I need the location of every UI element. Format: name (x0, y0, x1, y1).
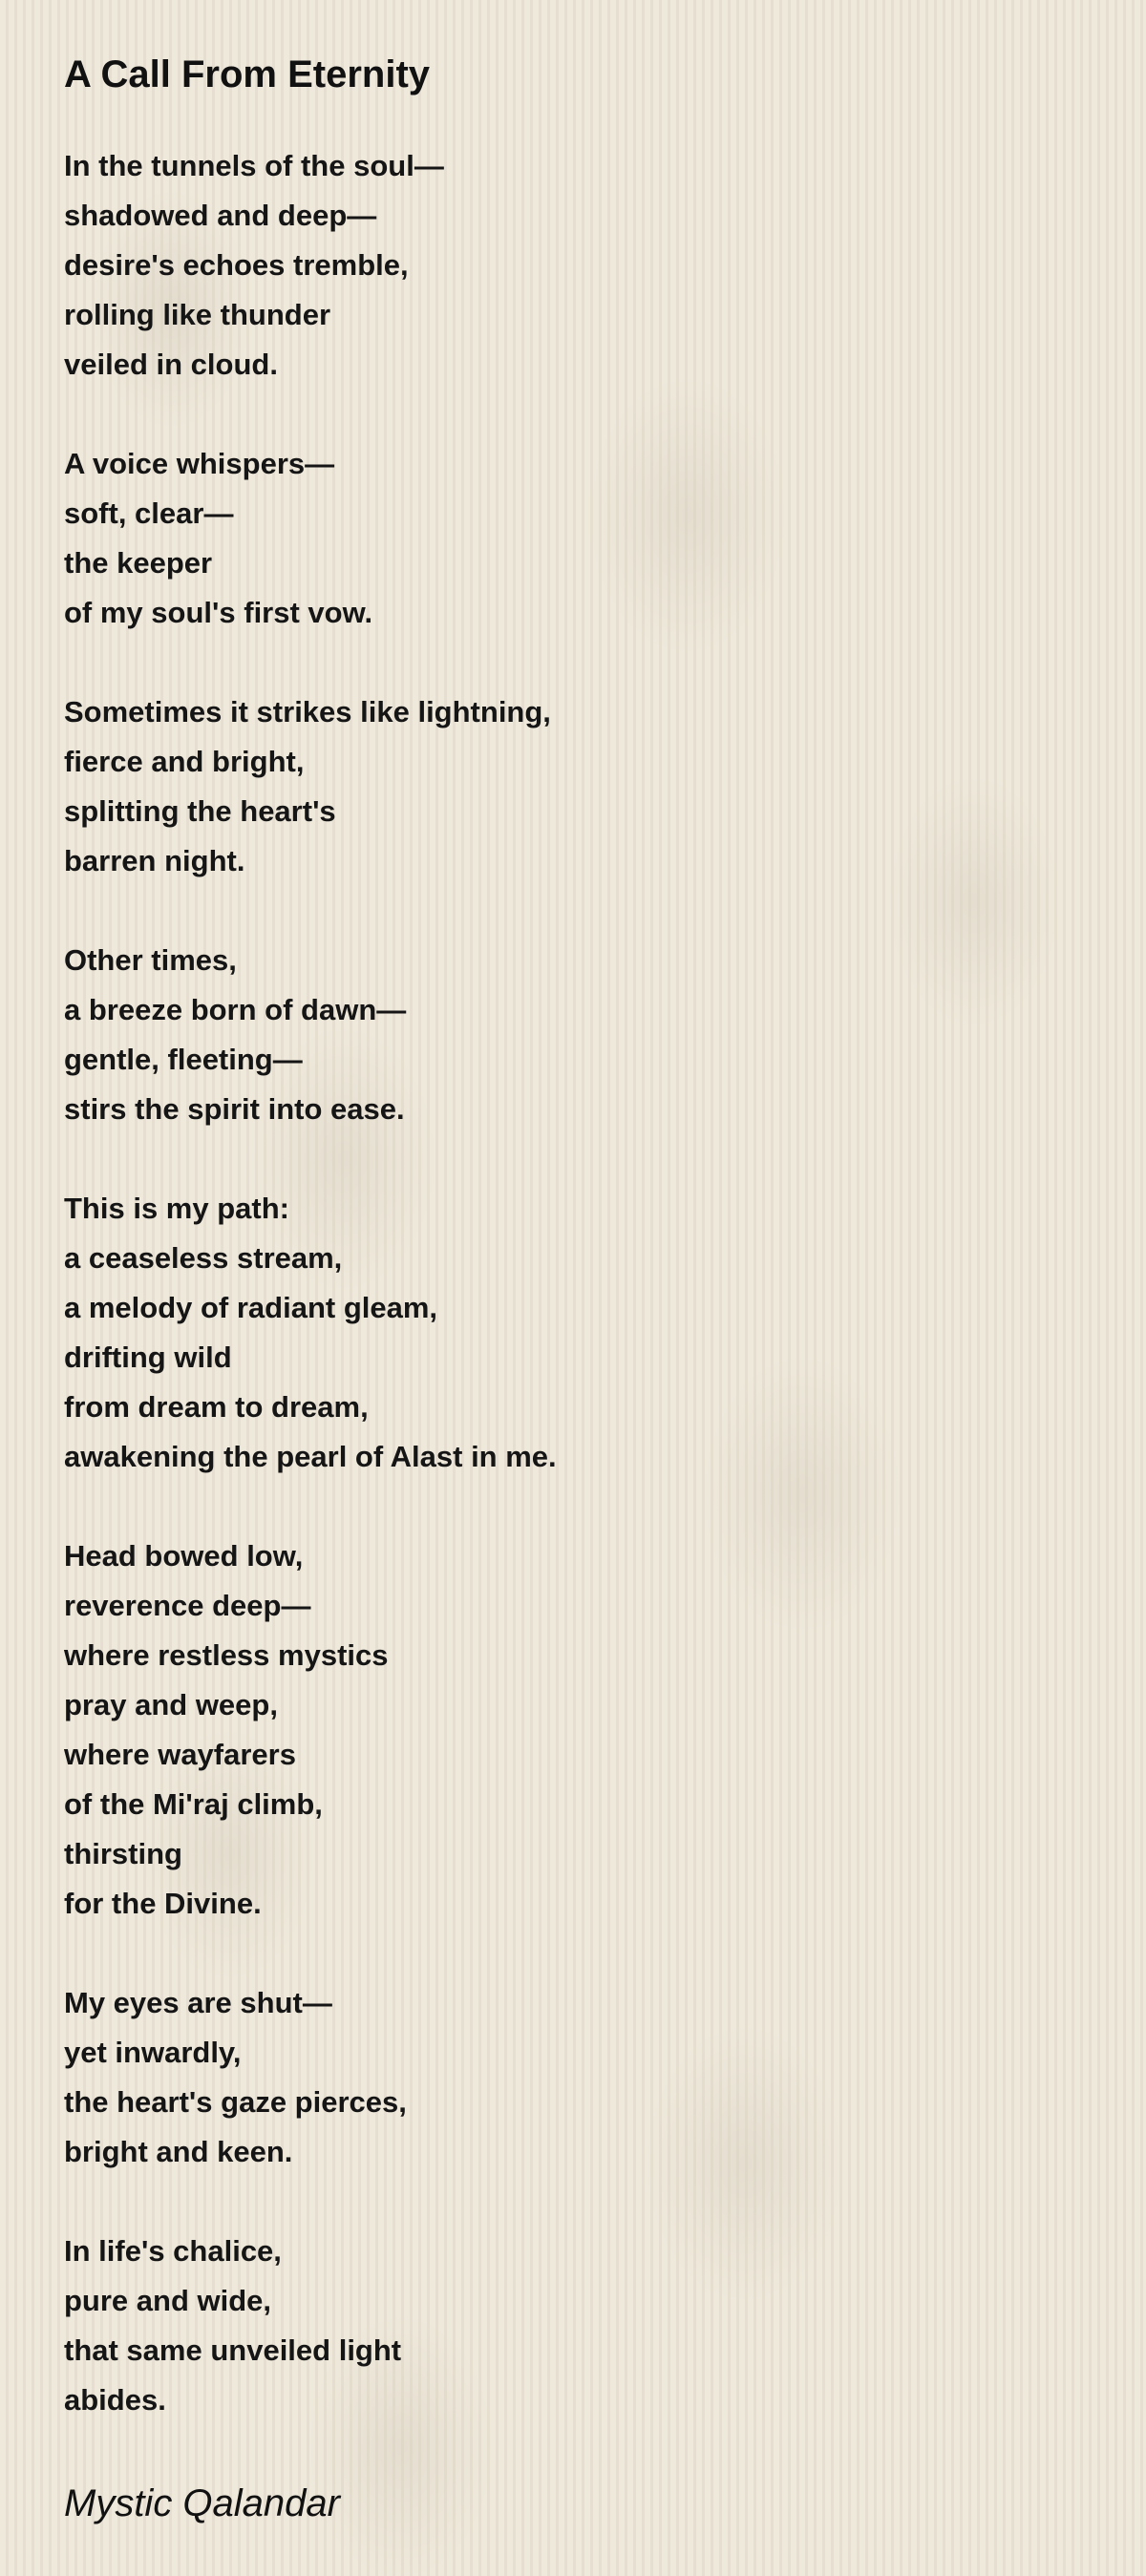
poem-line: fierce and bright, (64, 745, 305, 778)
poem-line: desire's echoes tremble, (64, 248, 409, 282)
poem-line: a melody of radiant gleam, (64, 1291, 438, 1324)
poem-line: reverence deep— (64, 1589, 311, 1622)
poem-line: the heart's gaze pierces, (64, 2085, 407, 2119)
poem-line: rolling like thunder (64, 298, 331, 331)
stanza-2 (64, 439, 1095, 638)
poem-container (64, 46, 1095, 2532)
poem-author: Mystic Qalandar (64, 2482, 340, 2524)
poem-line: from dream to dream, (64, 1390, 369, 1424)
stanza-7 (64, 1978, 1095, 2177)
poem-line: that same unveiled light (64, 2333, 402, 2367)
poem-line: barren night. (64, 844, 245, 877)
poem-line: My eyes are shut— (64, 1986, 332, 2019)
poem-line: abides. (64, 2383, 166, 2417)
poem-line: for the Divine. (64, 1887, 262, 1920)
poem-line: A voice whispers— (64, 447, 335, 480)
poem-line: a ceaseless stream, (64, 1241, 343, 1275)
poem-line: splitting the heart's (64, 794, 336, 828)
poem-line: veiled in cloud. (64, 348, 278, 381)
poem-line: Head bowed low, (64, 1539, 304, 1573)
poem-line: Other times, (64, 943, 237, 977)
poem-line: drifting wild (64, 1341, 232, 1374)
poem-line: the keeper (64, 546, 213, 580)
poem-line: yet inwardly, (64, 2036, 242, 2069)
poem-line: In life's chalice, (64, 2234, 282, 2268)
stanza-6 (64, 1531, 1095, 1929)
poem-line: pure and wide, (64, 2284, 272, 2317)
poem-line: bright and keen. (64, 2135, 293, 2168)
poem-line: This is my path: (64, 1192, 289, 1225)
poem-line: thirsting (64, 1837, 182, 1870)
poem-line: shadowed and deep— (64, 199, 377, 232)
poem-line: Sometimes it strikes like lightning, (64, 695, 551, 728)
stanza-5 (64, 1184, 1095, 1482)
stanza-4 (64, 936, 1095, 1134)
poem-line: In the tunnels of the soul— (64, 149, 444, 182)
poem-line: where wayfarers (64, 1738, 296, 1771)
poem-line: of my soul's first vow. (64, 596, 373, 629)
stanza-3 (64, 687, 1095, 886)
poem-line: soft, clear— (64, 496, 234, 530)
stanza-1 (64, 141, 1095, 390)
poem-line: of the Mi'raj climb, (64, 1787, 323, 1821)
poem-line: where restless mystics (64, 1638, 389, 1672)
poem-line: pray and weep, (64, 1688, 278, 1721)
poem-line: a breeze born of dawn— (64, 993, 407, 1026)
poem-line: awakening the pearl of Alast in me. (64, 1440, 557, 1473)
poem-line: gentle, fleeting— (64, 1043, 303, 1076)
poem-title: A Call From Eternity (64, 53, 431, 95)
stanza-8 (64, 2227, 1095, 2425)
poem-line: stirs the spirit into ease. (64, 1092, 405, 1126)
